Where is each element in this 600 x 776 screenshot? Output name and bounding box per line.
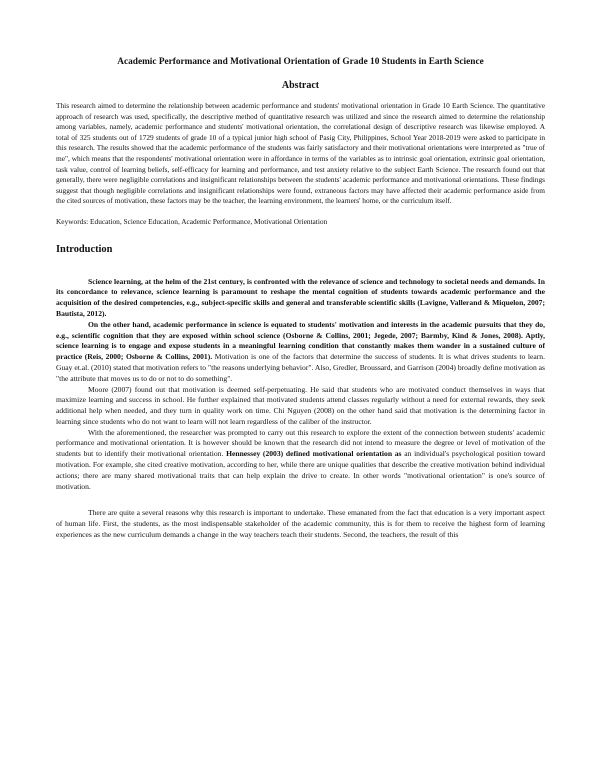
intro-paragraph-4-bold: Hennessey (2003) defined motivational orientation as <box>226 449 402 459</box>
intro-paragraph-1: Science learning, at the helm of the 21st century, is confronted with the relevance of science and technology to societal needs and demands. In its concordance to relevance, science learning is paramount to reshape the mental cognition of students towards academic performance and the acquisition of the desired competencies, e.g., subject-specific skills and general and transferable scientific skills (Lavigne, Vallerand & Miquelon, 2007; Bautista, 2012). <box>56 276 545 318</box>
intro-paragraph-4 <box>56 428 545 493</box>
intro-paragraph-4-a: With the aforementioned, the researcher was prompted to carry out this research to explore the extent of the connection between students' academic performance and motivational orientation. It is however should be known that the research did not intend to measure the degree or level of motivation of the students but to identify their motivational orientation. <box>56 427 545 459</box>
intro-paragraph-3: Moore (2007) found out that motivation is deemed self-perpetuating. He said that students who are motivated conduct themselves in ways that maximize learning and success in school. He further explained that motivated students attend classes regularly without a need for external rewards, they seek additional help when needed, and they turn in quality work on time. Chi Nguyen (2008) on the other hand said that motivation is the determining factor in learning since students who do not want to learn will not learn regardless of the caliber of the instructor. <box>56 384 545 426</box>
intro-paragraph-2-bold: On the other hand, academic performance in science is equated to students' motivation and interests in the academic pursuits that they do, e.g., scientific cognition that they are exposed within school science (Osborne & Collins, 2001; Jegede, 2007; Barmby, Kind & Jones, 2008). Aptly, science learning is to engage and expose students in a meaningful learning condition that constantly makes them wander in a sustained culture of practice (Reis, 2000; Osborne & Collins, 2001). <box>56 319 545 362</box>
paper-title: Academic Performance and Motivational Orientation of Grade 10 Students in Earth Science <box>117 57 484 67</box>
abstract-heading: Abstract <box>281 80 320 91</box>
keywords: Keywords: Education, Science Education, Academic Performance, Motivational Orientation <box>56 216 328 226</box>
intro-paragraph-4-b: an individual's psychological position toward motivation. For example, she cited creative motivation, according to her, while there are unique qualities that describe the creative motivation behind individual actions; there are many shared motivational traits that can help explain the drive to create. In other words "motivational orientation" is one's source of motivation. <box>56 449 545 491</box>
abstract-text: This research aimed to determine the relationship between academic performance and students' motivational orientation in Grade 10 Earth Science. The quantitative approach of research was used, specifically, the descriptive method of quantitative research was utilized and since the research aimed to determine the relationship among variables, namely, academic performance and students' motivational orientation, the correlational design of descriptive research was likewise employed. A total of 325 students out of 1729 students of grade 10 of a typical junior high school of Pasig City, Philippines, School Year 2018-2019 were asked to participate in this research. The results showed that the academic performance of the students was fairly satisfactory and their motivational orientations were interpreted as "true of me", which means that the respondents' motivational orientation were in affordance in terms of the variables as to intrinsic goal orientation, extrinsic goal orientation, task value, control of learning beliefs, self-efficacy for learning and performance, and test anxiety relative to the subject Earth Science. The research found out that generally, there were negligible correlations and insignificant relationships between the students' academic performance and motivational orientations. These findings suggest that though negligible correlations and insignificant relationships were found, extraneous factors may have affected their academic performance aside from the cited sources of motivation, these factors may be the teacher, the learning environment, the learners' home, or the curriculum itself. <box>56 101 545 206</box>
intro-paragraph-2 <box>56 320 545 385</box>
introduction-heading: Introduction <box>56 243 113 255</box>
intro-paragraph-2-rest: Motivation is one of the factors that determine the success of students. It is what drives students to learn. Guay et.al. (2010) stated that motivation refers to "the reasons underlying behavior". Also, Gredler, Broussard, and Garrison (2004) broadly define motivation as "the attribute that moves us to do or not to do something". <box>56 352 545 383</box>
intro-paragraph-5: There are quite a several reasons why this research is important to undertake. These emanated from the fact that education is a very important aspect of human life. First, the students, as the most indispensable stakeholder of the academic community, this is for them to receive the highest form of learning experiences as the new curriculum demands a change in the way teachers teach their students. Second, the teachers, the result of this <box>56 508 545 540</box>
